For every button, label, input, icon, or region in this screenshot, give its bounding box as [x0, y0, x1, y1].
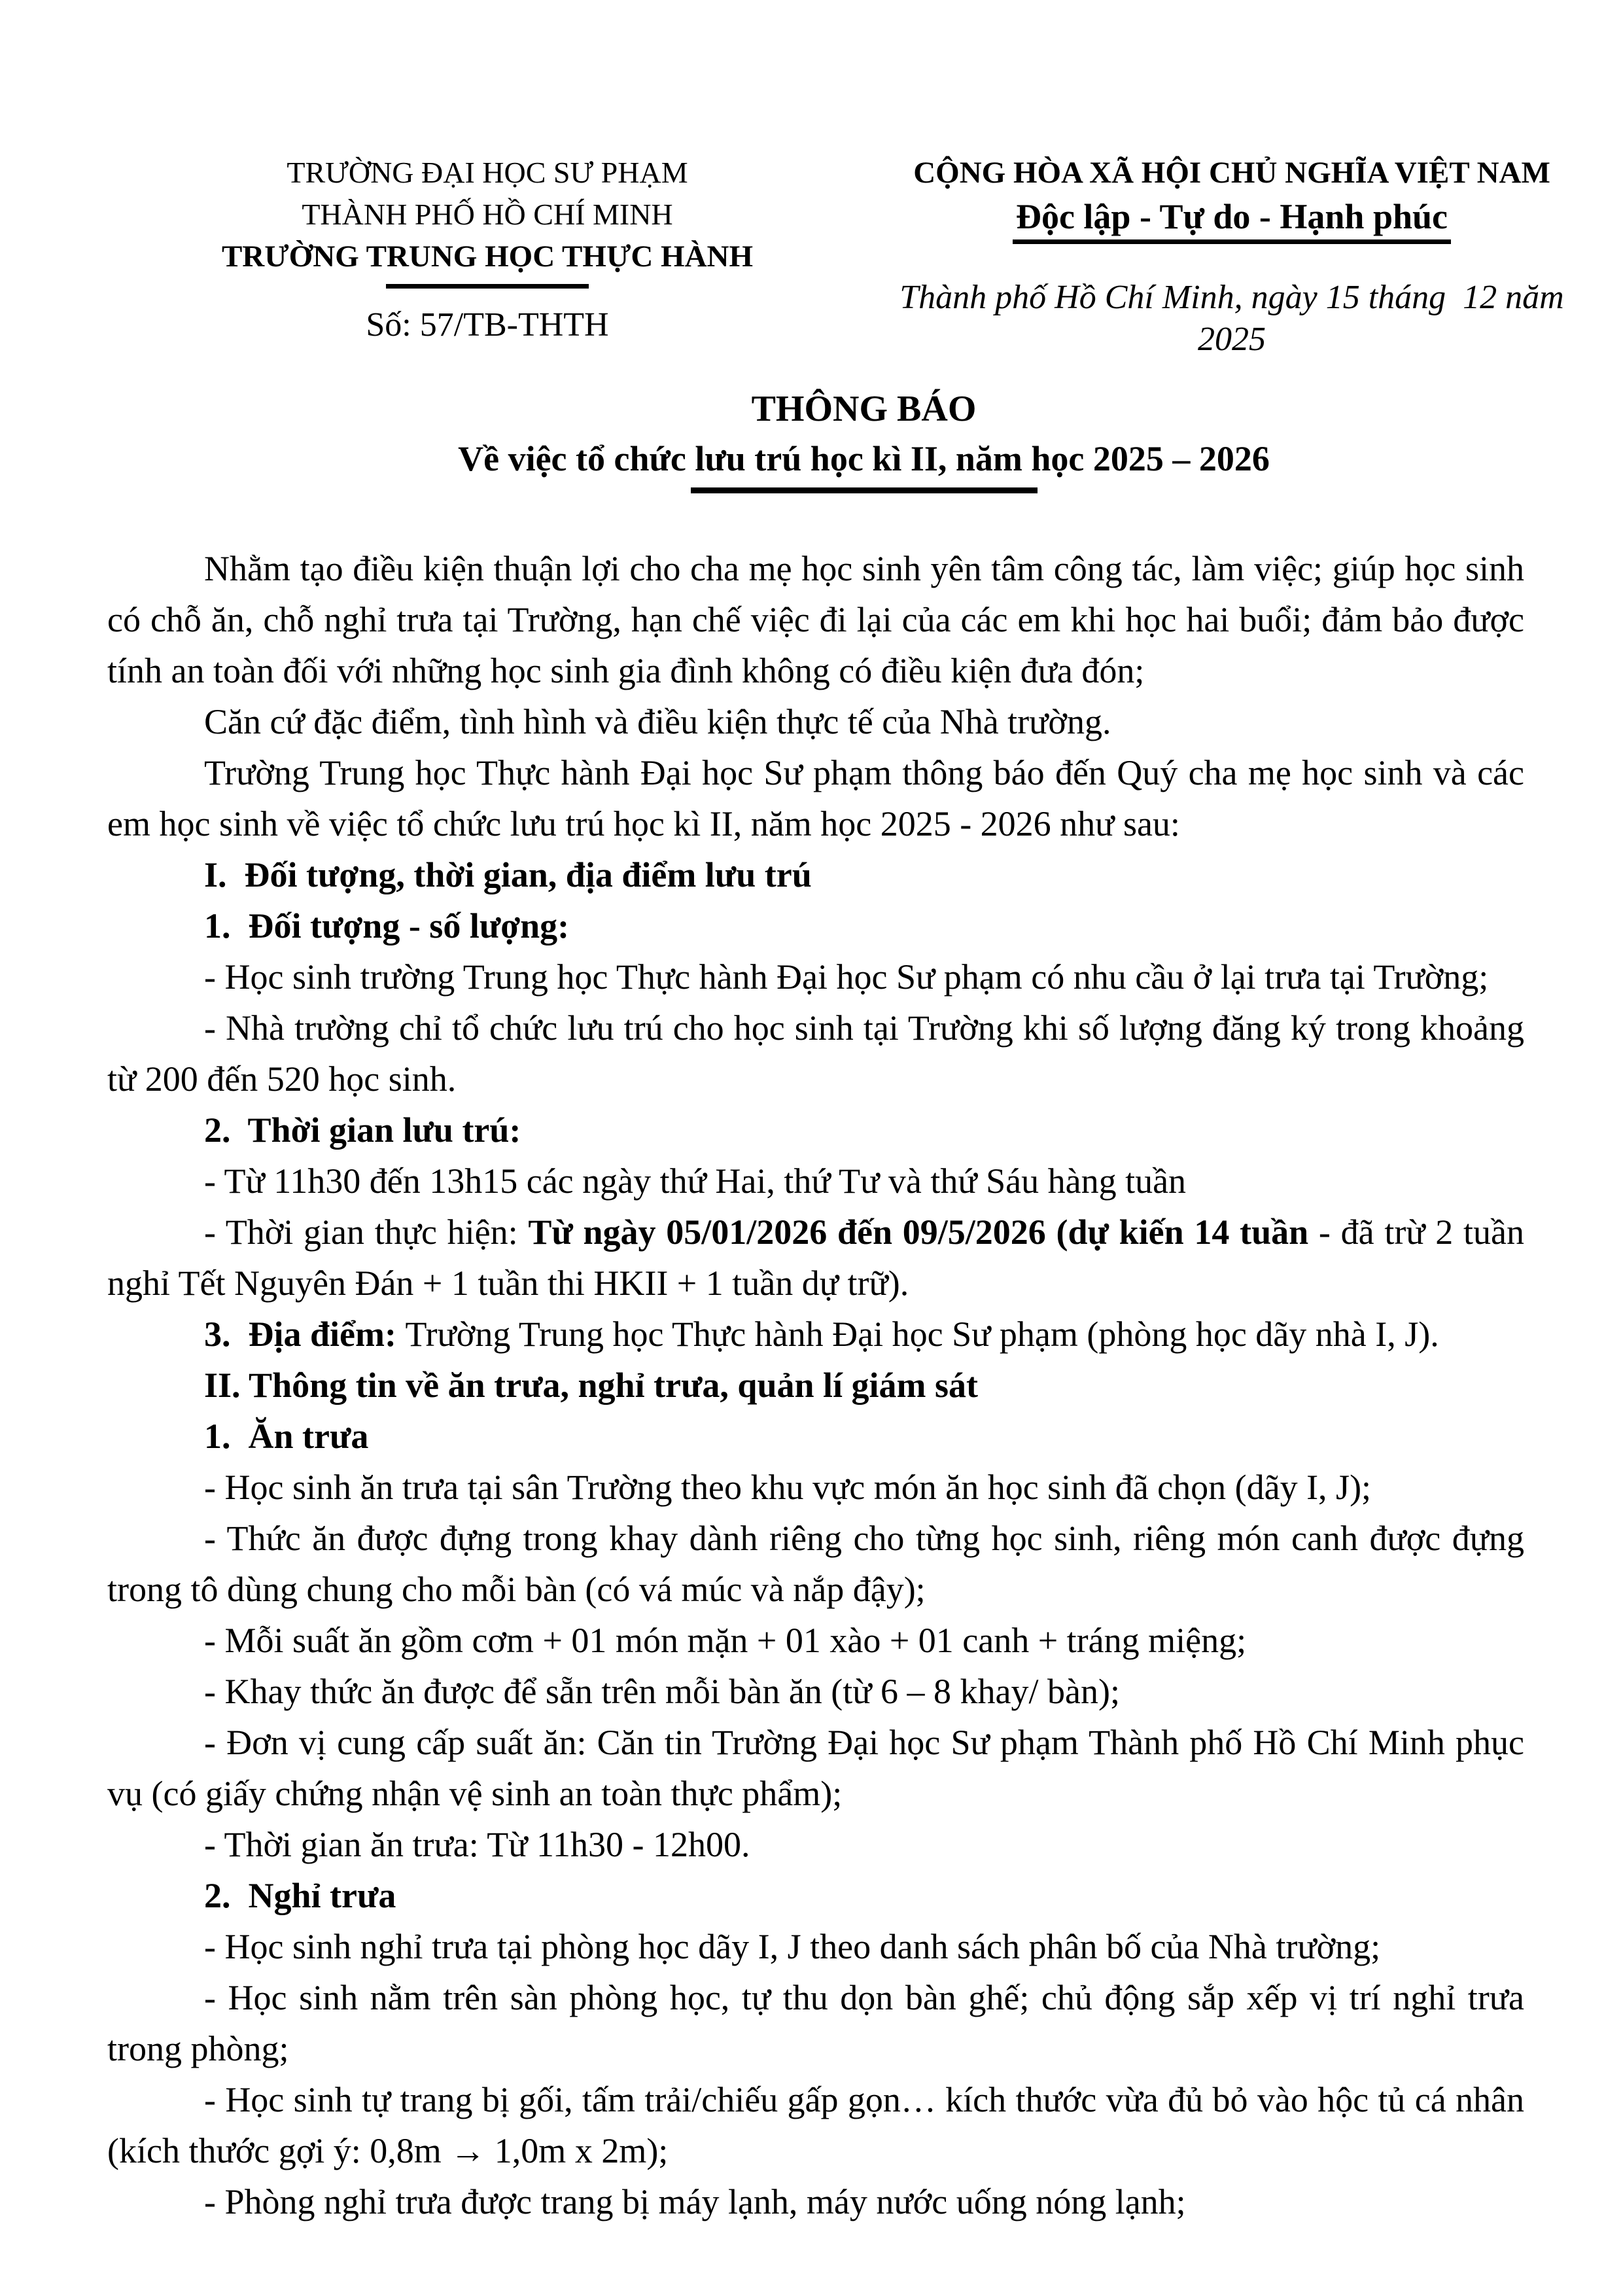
body-paragraph: [107, 2176, 1524, 2227]
text-segment: II. Thông tin về ăn trưa, nghỉ trưa, quản lí giám sát: [204, 1366, 979, 1405]
text-segment: 3. Địa điểm:: [204, 1315, 406, 1354]
text-segment: - Khay thức ăn được để sẵn trên mỗi bàn ăn (từ 6 – 8 khay/ bàn);: [204, 1672, 1120, 1711]
body-paragraph: [107, 1104, 1524, 1156]
document-header: [0, 0, 1623, 361]
document-body: [107, 543, 1533, 2227]
text-segment: - Đơn vị cung cấp suất ăn: Căn tin Trường Đại học Sư phạm Thành phố Hồ Chí Minh phục vụ (có giấy chứng nhận vệ sinh an toàn thực phẩm);: [107, 1723, 1533, 1813]
body-paragraph: [107, 543, 1533, 696]
text-segment: - Học sinh nằm trên sàn phòng học, tự thu dọn bàn ghế; chủ động sắp xếp vị trí nghỉ trưa trong phòng;: [107, 1978, 1533, 2068]
text-segment: 2. Nghỉ trưa: [204, 1876, 396, 1915]
text-segment: Từ ngày 05/01/2026 đến 09/5/2026 (dự kiến 14 tuần: [528, 1212, 1309, 1252]
national-title: CỘNG HÒA XÃ HỘI CHỦ NGHĨA VIỆT NAM: [913, 156, 1550, 190]
text-segment: I. Đối tượng, thời gian, địa điểm lưu trú: [204, 855, 812, 894]
national-header-block: [867, 152, 1597, 361]
document-title-block: [0, 384, 1623, 493]
body-paragraph: [107, 1870, 1524, 1921]
body-paragraph: [107, 900, 1524, 951]
body-paragraph: [107, 1666, 1524, 1717]
text-segment: - Thức ăn được đựng trong khay dành riêng cho từng học sinh, riêng món canh được đựng trong tô dùng chung cho mỗi bàn (có vá múc và nắp đậy);: [107, 1519, 1533, 1609]
body-paragraph: [107, 1309, 1524, 1360]
body-paragraph: [107, 1002, 1533, 1104]
body-paragraph: [107, 696, 1524, 747]
org-name-line3: TRƯỜNG TRUNG HỌC THỰC HÀNH: [221, 239, 754, 274]
body-paragraph: [107, 951, 1524, 1002]
place-date-line: Thành phố Hồ Chí Minh, ngày 15 tháng 12 năm 2025: [899, 279, 1573, 358]
text-segment: - Thời gian ăn trưa: Từ 11h30 - 12h00.: [204, 1825, 750, 1864]
document-number: Số: 57/TB-THTH: [366, 306, 609, 344]
text-segment: - Thời gian thực hiện:: [204, 1212, 529, 1252]
body-paragraph: [107, 1207, 1533, 1309]
body-paragraph: [107, 1513, 1533, 1615]
document-subtitle: Về việc tổ chức lưu trú học kì II, năm học 2025 – 2026: [458, 439, 1270, 478]
body-paragraph: [107, 1717, 1533, 1819]
org-name-line1: TRƯỜNG ĐẠI HỌC SƯ PHẠM: [287, 156, 688, 189]
text-segment: 2. Thời gian lưu trú:: [204, 1110, 521, 1150]
body-paragraph: [107, 1462, 1524, 1513]
text-segment: - đã trừ 2 tuần nghỉ Tết Nguyên Đán + 1 tuần thi HKII + 1 tuần dự trữ).: [107, 1212, 1533, 1303]
text-segment: Nhằm tạo điều kiện thuận lợi cho cha mẹ học sinh yên tâm công tác, làm việc; giúp học sinh có chỗ ăn, chỗ nghỉ trưa tại Trường, hạn chế việc đi lại của các em khi học hai buổi; đảm bảo được tính an toàn đối với những học sinh gia đình không có điều kiện đưa đón;: [107, 549, 1533, 690]
text-segment: Căn cứ đặc điểm, tình hình và điều kiện thực tế của Nhà trường.: [204, 702, 1111, 741]
text-segment: - Học sinh trường Trung học Thực hành Đại học Sư phạm có nhu cầu ở lại trưa tại Trường;: [204, 957, 1489, 997]
body-paragraph: [107, 1360, 1524, 1411]
title-rule: [691, 487, 1038, 493]
text-segment: - Từ 11h30 đến 13h15 các ngày thứ Hai, thứ Tư và thứ Sáu hàng tuần: [204, 1161, 1187, 1201]
body-paragraph: [107, 1411, 1524, 1462]
body-paragraph: [107, 1156, 1524, 1207]
text-segment: - Nhà trường chỉ tổ chức lưu trú cho học sinh tại Trường khi số lượng đăng ký trong khoảng từ 200 đến 520 học sinh.: [107, 1008, 1533, 1099]
body-paragraph: [107, 1972, 1533, 2074]
body-paragraph: [107, 1921, 1524, 1972]
text-segment: - Phòng nghỉ trưa được trang bị máy lạnh, máy nước uống nóng lạnh;: [204, 2182, 1186, 2221]
text-segment: - Học sinh ăn trưa tại sân Trường theo khu vực món ăn học sinh đã chọn (dãy I, J);: [204, 1468, 1372, 1507]
national-motto: Độc lập - Tự do - Hạnh phúc: [1015, 197, 1448, 236]
motto-rule: [1013, 239, 1451, 244]
body-paragraph: [107, 1819, 1524, 1870]
issuing-org-block: [108, 152, 867, 346]
document-title: THÔNG BÁO: [751, 389, 977, 429]
text-segment: 1. Đối tượng - số lượng:: [204, 906, 570, 945]
body-paragraph: [107, 2074, 1533, 2176]
body-paragraph: [107, 1615, 1524, 1666]
body-paragraph: [107, 849, 1524, 900]
text-segment: 1. Ăn trưa: [204, 1417, 369, 1456]
text-segment: - Học sinh tự trang bị gối, tấm trải/chiếu gấp gọn… kích thước vừa đủ bỏ vào hộc tủ cá nhân (kích thước gợi ý: 0,8m → 1,0m x 2m);: [107, 2080, 1533, 2170]
text-segment: Trường Trung học Thực hành Đại học Sư phạm (phòng học dãy nhà I, J).: [405, 1315, 1439, 1354]
org-name-line2: THÀNH PHỐ HỒ CHÍ MINH: [302, 198, 673, 231]
org-rule: [386, 284, 589, 289]
text-segment: - Mỗi suất ăn gồm cơm + 01 món mặn + 01 xào + 01 canh + tráng miệng;: [204, 1621, 1247, 1660]
body-paragraph: [107, 747, 1533, 849]
text-segment: Trường Trung học Thực hành Đại học Sư phạm thông báo đến Quý cha mẹ học sinh và các em học sinh về việc tổ chức lưu trú học kì II, năm học 2025 - 2026 như sau:: [107, 753, 1533, 843]
text-segment: - Học sinh nghỉ trưa tại phòng học dãy I, J theo danh sách phân bố của Nhà trường;: [204, 1927, 1381, 1966]
